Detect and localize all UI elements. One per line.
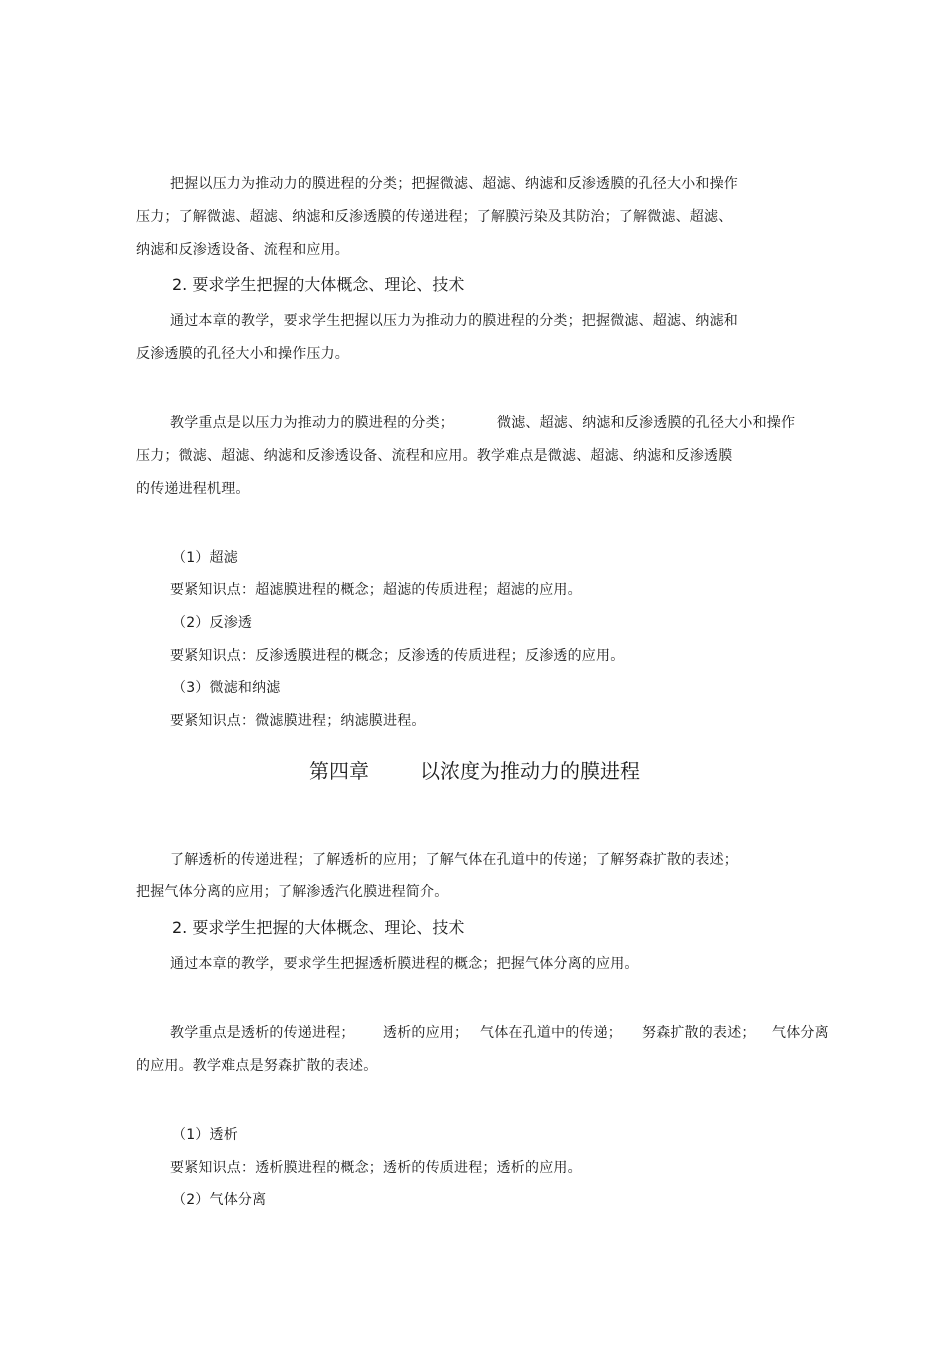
list-item-title: （2）气体分离 [172,1192,267,1208]
paragraph-line: 气体在孔道中的传递； [480,1025,622,1041]
paragraph-line: 气体分离 [772,1025,829,1041]
section-heading: 2. 要求学生把握的大体概念、理论、技术 [172,275,465,294]
list-item-title: （3）微滤和纳滤 [172,680,281,696]
paragraph-line: 努森扩散的表述； [642,1025,756,1041]
chapter-title: 以浓度为推动力的膜进程 [420,759,640,783]
list-item-title: （2）反渗透 [172,615,253,631]
paragraph-line: 了解透析的传递进程；了解透析的应用；了解气体在孔道中的传递；了解努森扩散的表述； [170,852,738,868]
paragraph-line: 教学重点是透析的传递进程； [170,1025,355,1041]
paragraph-line: 的传递进程机理。 [136,481,250,497]
list-item-title: （1）透析 [172,1127,238,1143]
list-item-points: 要紧知识点：微滤膜进程；纳滤膜进程。 [170,713,426,729]
paragraph-line: 把握气体分离的应用；了解渗透汽化膜进程简介。 [136,884,449,900]
paragraph-line: 通过本章的教学，要求学生把握透析膜进程的概念；把握气体分离的应用。 [170,956,639,972]
paragraph-line: 把握以压力为推动力的膜进程的分类；把握微滤、超滤、纳滤和反渗透膜的孔径大小和操作 [170,176,738,192]
paragraph-line: 压力；微滤、超滤、纳滤和反渗透设备、流程和应用。教学难点是微滤、超滤、纳滤和反渗透膜 [136,448,733,464]
chapter-number: 第四章 [309,759,369,783]
paragraph-line: 的应用。教学难点是努森扩散的表述。 [136,1058,378,1074]
section-heading: 2. 要求学生把握的大体概念、理论、技术 [172,918,465,937]
paragraph-line: 微滤、超滤、纳滤和反渗透膜的孔径大小和操作 [497,415,796,431]
paragraph-line: 纳滤和反渗透设备、流程和应用。 [136,242,349,258]
paragraph-line: 反渗透膜的孔径大小和操作压力。 [136,346,349,362]
paragraph-line: 通过本章的教学，要求学生把握以压力为推动力的膜进程的分类；把握微滤、超滤、纳滤和 [170,313,738,329]
paragraph-line: 透析的应用； [383,1025,469,1041]
list-item-points: 要紧知识点：超滤膜进程的概念；超滤的传质进程；超滤的应用。 [170,582,582,598]
list-item-points: 要紧知识点：透析膜进程的概念；透析的传质进程；透析的应用。 [170,1160,582,1176]
paragraph-line: 教学重点是以压力为推动力的膜进程的分类； [170,415,454,431]
paragraph-line: 压力；了解微滤、超滤、纳滤和反渗透膜的传递进程；了解膜污染及其防治；了解微滤、超滤、 [136,209,733,225]
list-item-title: （1）超滤 [172,550,238,566]
list-item-points: 要紧知识点：反渗透膜进程的概念；反渗透的传质进程；反渗透的应用。 [170,648,625,664]
